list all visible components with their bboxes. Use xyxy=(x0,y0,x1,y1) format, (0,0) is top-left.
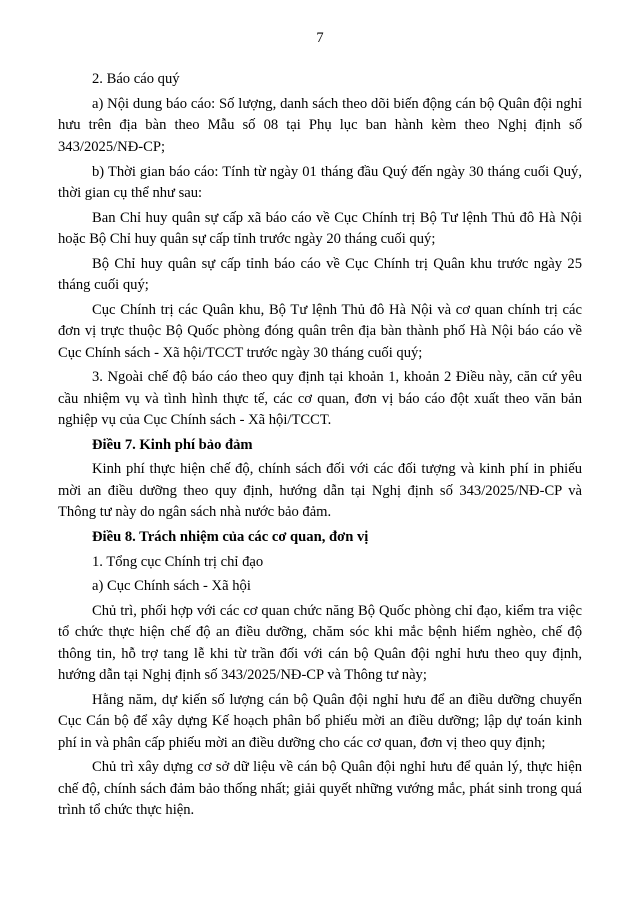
paragraph: a) Cục Chính sách - Xã hội xyxy=(92,578,251,595)
page-number: 7 xyxy=(316,30,324,46)
article-heading-8: Điều 8. Trách nhiệm của các cơ quan, đơn vị xyxy=(92,528,369,545)
paragraph: Ban Chỉ huy quân sự cấp xã báo cáo về Cục Chính trị Bộ Tư lệnh Thủ đô Hà Nội hoặc Bộ Chỉ huy quân sự cấp tỉnh trước ngày 20 tháng cuối quý; xyxy=(58,209,582,248)
paragraph: 2. Báo cáo quý xyxy=(92,71,180,88)
paragraph: 3. Ngoài chế độ báo cáo theo quy định tại khoản 1, khoản 2 Điều này, căn cứ yêu cầu nhiệm vụ và tình hình thực tế, các cơ quan, đơn vị báo cáo đột xuất theo văn bản nghiệp vụ của Cục Chính sách - Xã hội/TCCT. xyxy=(58,369,582,429)
paragraph: Chủ trì, phối hợp với các cơ quan chức năng Bộ Quốc phòng chỉ đạo, kiểm tra việc tổ chức thực hiện chế độ an điều dưỡng, chăm sóc khi mắc bệnh hiểm nghèo, chế độ thông tin, hỗ trợ tang lễ khi từ trần đối với cán bộ Quân đội nghỉ hưu theo quy định, hướng dẫn tại Nghị định số 343/2025/NĐ-CP và Thông tư này; xyxy=(58,602,582,684)
paragraph: a) Nội dung báo cáo: Số lượng, danh sách theo dõi biến động cán bộ Quân đội nghỉ hưu trên địa bàn theo Mẫu số 08 tại Phụ lục ban hành kèm theo Nghị định số 343/2025/NĐ-CP; xyxy=(58,96,582,155)
paragraph: Cục Chính trị các Quân khu, Bộ Tư lệnh Thủ đô Hà Nội và cơ quan chính trị các đơn vị trực thuộc Bộ Quốc phòng đóng quân trên địa bàn thành phố Hà Nội báo cáo về Cục Chính sách - Xã hội/TCCT trước ngày 30 tháng cuối quý; xyxy=(58,301,582,361)
article-heading-7: Điều 7. Kinh phí bảo đảm xyxy=(92,436,253,453)
paragraph: Kinh phí thực hiện chế độ, chính sách đối với các đối tượng và kinh phí in phiếu mời an điều dưỡng theo quy định, hướng dẫn tại Nghị định số 343/2025/NĐ-CP và Thông tư này do ngân sách nhà nước bảo đảm. xyxy=(58,461,582,521)
paragraph: 1. Tổng cục Chính trị chỉ đạo xyxy=(92,553,264,570)
paragraph: Bộ Chỉ huy quân sự cấp tỉnh báo cáo về Cục Chính trị Quân khu trước ngày 25 tháng cuối quý; xyxy=(58,255,582,294)
paragraph: Hằng năm, dự kiến số lượng cán bộ Quân đội nghỉ hưu để an điều dưỡng chuyển Cục Cán bộ để xây dựng Kế hoạch phân bổ phiếu mời an điều dưỡng; lập dự toán kinh phí in và phân cấp phiếu mời an điều dưỡng cho các cơ quan, đơn vị theo quy định; xyxy=(58,691,582,751)
paragraph: b) Thời gian báo cáo: Tính từ ngày 01 tháng đầu Quý đến ngày 30 tháng cuối Quý, thời gian cụ thể như sau: xyxy=(58,163,582,201)
paragraph: Chủ trì xây dựng cơ sở dữ liệu về cán bộ Quân đội nghỉ hưu để quản lý, thực hiện chế độ, chính sách đảm bảo thống nhất; giải quyết những vướng mắc, phát sinh trong quá trình tổ chức thực hiện. xyxy=(58,759,582,819)
document-body xyxy=(58,69,582,821)
